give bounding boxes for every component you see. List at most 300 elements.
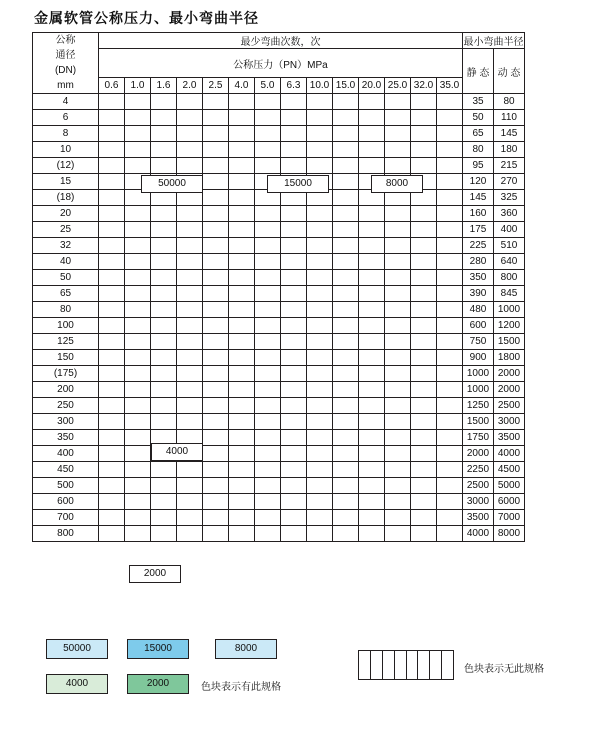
cell-pressure [229, 142, 255, 158]
overlay-label-50000: 50000 [141, 175, 203, 193]
cell-dn: 600 [33, 494, 99, 510]
header-pressure-col: 1.0 [125, 78, 151, 94]
page-title: 金属软管公称压力、最小弯曲半径 [34, 10, 259, 26]
cell-pressure [229, 110, 255, 126]
cell-dn: 20 [33, 206, 99, 222]
cell-pressure [307, 302, 333, 318]
cell-pressure [385, 238, 411, 254]
cell-dn: (175) [33, 366, 99, 382]
cell-pressure [255, 158, 281, 174]
cell-static-radius: 390 [463, 286, 494, 302]
header-pressure-col: 15.0 [333, 78, 359, 94]
cell-pressure [203, 126, 229, 142]
cell-pressure [333, 174, 359, 190]
cell-pressure [437, 174, 463, 190]
cell-dn: 200 [33, 382, 99, 398]
cell-pressure [255, 94, 281, 110]
cell-pressure [333, 238, 359, 254]
cell-dn: 800 [33, 526, 99, 542]
cell-pressure [255, 366, 281, 382]
cell-pressure [203, 286, 229, 302]
cell-pressure [333, 318, 359, 334]
legend-box-50000: 50000 [46, 639, 108, 659]
cell-pressure [359, 462, 385, 478]
cell-pressure [359, 94, 385, 110]
cell-pressure [177, 494, 203, 510]
cell-pressure [411, 254, 437, 270]
cell-pressure [307, 382, 333, 398]
cell-pressure [177, 350, 203, 366]
cell-static-radius: 65 [463, 126, 494, 142]
header-dn-line: 通径 [55, 50, 76, 61]
cell-pressure [229, 510, 255, 526]
header-pressure-col: 4.0 [229, 78, 255, 94]
cell-static-radius: 175 [463, 222, 494, 238]
cell-pressure [385, 414, 411, 430]
cell-pressure [203, 190, 229, 206]
header-min-radius: 最小弯曲半径 [463, 33, 525, 49]
cell-pressure [437, 158, 463, 174]
cell-pressure [411, 526, 437, 542]
cell-pressure [177, 302, 203, 318]
cell-pressure [385, 430, 411, 446]
cell-dynamic-radius: 1200 [494, 318, 525, 334]
cell-pressure [307, 206, 333, 222]
cell-dynamic-radius: 270 [494, 174, 525, 190]
cell-pressure [307, 430, 333, 446]
cell-dn: 8 [33, 126, 99, 142]
cell-pressure [385, 286, 411, 302]
cell-pressure [255, 286, 281, 302]
cell-pressure [385, 462, 411, 478]
cell-pressure [307, 222, 333, 238]
cell-pressure [229, 238, 255, 254]
header-pressure-col: 32.0 [411, 78, 437, 94]
table-row [33, 238, 525, 254]
cell-pressure [255, 446, 281, 462]
cell-pressure [99, 366, 125, 382]
cell-pressure [333, 334, 359, 350]
cell-pressure [177, 366, 203, 382]
cell-pressure [333, 430, 359, 446]
cell-pressure [229, 414, 255, 430]
cell-pressure [281, 430, 307, 446]
cell-pressure [411, 286, 437, 302]
overlay-label-4000: 4000 [151, 443, 203, 461]
cell-pressure [99, 526, 125, 542]
cell-pressure [385, 94, 411, 110]
cell-pressure [177, 334, 203, 350]
cell-pressure [151, 494, 177, 510]
cell-pressure [437, 414, 463, 430]
cell-pressure [125, 430, 151, 446]
cell-pressure [177, 158, 203, 174]
cell-pressure [255, 462, 281, 478]
cell-pressure [359, 494, 385, 510]
cell-pressure [229, 462, 255, 478]
legend-grid-cell [371, 651, 383, 679]
cell-pressure [203, 110, 229, 126]
cell-dn: (12) [33, 158, 99, 174]
cell-pressure [333, 110, 359, 126]
table-row [33, 334, 525, 350]
cell-pressure [99, 414, 125, 430]
cell-pressure [99, 494, 125, 510]
header-pressure-col: 20.0 [359, 78, 385, 94]
cell-dn: 25 [33, 222, 99, 238]
cell-pressure [281, 158, 307, 174]
cell-pressure [203, 206, 229, 222]
cell-pressure [411, 126, 437, 142]
cell-dynamic-radius: 215 [494, 158, 525, 174]
cell-pressure [281, 222, 307, 238]
cell-pressure [99, 510, 125, 526]
cell-pressure [229, 174, 255, 190]
cell-dynamic-radius: 4000 [494, 446, 525, 462]
cell-pressure [125, 510, 151, 526]
table-row [33, 462, 525, 478]
cell-pressure [229, 382, 255, 398]
cell-pressure [437, 126, 463, 142]
header-pressure-col: 6.3 [281, 78, 307, 94]
overlay-label-8000: 8000 [371, 175, 423, 193]
cell-pressure [229, 430, 255, 446]
cell-dn: 150 [33, 350, 99, 366]
cell-pressure [203, 94, 229, 110]
cell-pressure [255, 222, 281, 238]
cell-pressure [359, 350, 385, 366]
cell-pressure [177, 94, 203, 110]
cell-pressure [255, 110, 281, 126]
cell-pressure [125, 318, 151, 334]
cell-pressure [281, 462, 307, 478]
cell-pressure [99, 254, 125, 270]
cell-pressure [411, 158, 437, 174]
cell-pressure [359, 334, 385, 350]
cell-dynamic-radius: 400 [494, 222, 525, 238]
cell-pressure [177, 510, 203, 526]
cell-pressure [99, 302, 125, 318]
cell-pressure [177, 254, 203, 270]
cell-pressure [125, 238, 151, 254]
cell-pressure [359, 414, 385, 430]
cell-pressure [411, 334, 437, 350]
cell-pressure [99, 158, 125, 174]
cell-dynamic-radius: 325 [494, 190, 525, 206]
cell-pressure [151, 94, 177, 110]
cell-dn: 100 [33, 318, 99, 334]
cell-pressure [359, 510, 385, 526]
cell-pressure [177, 126, 203, 142]
table-row [33, 382, 525, 398]
cell-dn: 450 [33, 462, 99, 478]
table-header-row [33, 33, 525, 49]
cell-dn: 40 [33, 254, 99, 270]
cell-pressure [385, 478, 411, 494]
table-row [33, 94, 525, 110]
cell-pressure [125, 382, 151, 398]
cell-pressure [359, 142, 385, 158]
cell-pressure [99, 430, 125, 446]
legend-grid-cell [430, 651, 442, 679]
cell-pressure [359, 270, 385, 286]
cell-pressure [385, 494, 411, 510]
cell-dynamic-radius: 110 [494, 110, 525, 126]
table-row [33, 206, 525, 222]
cell-pressure [125, 270, 151, 286]
legend-note-color: 色块表示有此规格 [201, 682, 281, 693]
cell-pressure [437, 478, 463, 494]
cell-pressure [177, 142, 203, 158]
header-pressure-col: 10.0 [307, 78, 333, 94]
table-row [33, 142, 525, 158]
cell-pressure [125, 446, 151, 462]
cell-static-radius: 2250 [463, 462, 494, 478]
cell-pressure [307, 414, 333, 430]
cell-pressure [229, 222, 255, 238]
cell-pressure [151, 382, 177, 398]
cell-pressure [437, 206, 463, 222]
cell-dn: 10 [33, 142, 99, 158]
cell-pressure [333, 350, 359, 366]
cell-pressure [99, 222, 125, 238]
legend-grid-swatch [358, 650, 454, 680]
cell-pressure [151, 270, 177, 286]
cell-pressure [151, 526, 177, 542]
cell-pressure [437, 334, 463, 350]
cell-pressure [411, 142, 437, 158]
cell-dynamic-radius: 2000 [494, 366, 525, 382]
cell-pressure [333, 190, 359, 206]
cell-static-radius: 35 [463, 94, 494, 110]
cell-dn: 6 [33, 110, 99, 126]
cell-pressure [281, 366, 307, 382]
cell-pressure [437, 510, 463, 526]
cell-pressure [281, 494, 307, 510]
table-header-row [33, 78, 525, 94]
cell-pressure [281, 238, 307, 254]
cell-pressure [99, 190, 125, 206]
cell-pressure [333, 142, 359, 158]
header-pressure-col: 25.0 [385, 78, 411, 94]
table-row [33, 430, 525, 446]
table-row [33, 478, 525, 494]
cell-pressure [203, 238, 229, 254]
cell-pressure [99, 398, 125, 414]
cell-pressure [385, 526, 411, 542]
cell-pressure [203, 142, 229, 158]
cell-pressure [411, 494, 437, 510]
table-row [33, 302, 525, 318]
cell-pressure [307, 270, 333, 286]
legend-box-15000: 15000 [127, 639, 189, 659]
cell-pressure [99, 126, 125, 142]
cell-pressure [255, 318, 281, 334]
cell-pressure [203, 350, 229, 366]
cell-pressure [125, 126, 151, 142]
legend-box-8000: 8000 [215, 639, 277, 659]
cell-pressure [255, 382, 281, 398]
cell-pressure [203, 158, 229, 174]
cell-pressure [177, 382, 203, 398]
cell-pressure [359, 238, 385, 254]
cell-dynamic-radius: 145 [494, 126, 525, 142]
legend-grid-cell [442, 651, 453, 679]
cell-pressure [203, 430, 229, 446]
header-static: 静 态 [463, 49, 494, 94]
cell-pressure [281, 142, 307, 158]
cell-pressure [99, 462, 125, 478]
table-row [33, 158, 525, 174]
cell-pressure [229, 286, 255, 302]
cell-pressure [229, 366, 255, 382]
cell-pressure [333, 126, 359, 142]
table-row [33, 350, 525, 366]
cell-pressure [281, 414, 307, 430]
cell-pressure [411, 350, 437, 366]
cell-pressure [307, 238, 333, 254]
cell-pressure [125, 302, 151, 318]
cell-pressure [281, 526, 307, 542]
table-row [33, 494, 525, 510]
cell-dynamic-radius: 3000 [494, 414, 525, 430]
cell-pressure [151, 350, 177, 366]
cell-pressure [151, 158, 177, 174]
cell-pressure [255, 510, 281, 526]
cell-pressure [333, 158, 359, 174]
cell-pressure [359, 382, 385, 398]
legend-box-4000: 4000 [46, 674, 108, 694]
header-dynamic: 动 态 [494, 49, 525, 94]
cell-pressure [125, 254, 151, 270]
table-row [33, 270, 525, 286]
cell-dn: 4 [33, 94, 99, 110]
cell-pressure [177, 462, 203, 478]
cell-pressure [255, 334, 281, 350]
cell-pressure [307, 142, 333, 158]
legend-grid-cell [359, 651, 371, 679]
cell-pressure [385, 142, 411, 158]
cell-static-radius: 1500 [463, 414, 494, 430]
header-pressure-col: 2.5 [203, 78, 229, 94]
cell-pressure [203, 510, 229, 526]
cell-dynamic-radius: 1500 [494, 334, 525, 350]
cell-static-radius: 95 [463, 158, 494, 174]
cell-pressure [151, 222, 177, 238]
cell-pressure [125, 414, 151, 430]
cell-pressure [255, 126, 281, 142]
cell-pressure [359, 366, 385, 382]
cell-pressure [255, 302, 281, 318]
cell-pressure [333, 302, 359, 318]
cell-pressure [99, 334, 125, 350]
cell-pressure [437, 302, 463, 318]
cell-pressure [255, 398, 281, 414]
cell-pressure [359, 158, 385, 174]
cell-pressure [203, 462, 229, 478]
cell-pressure [125, 526, 151, 542]
header-dn-line: mm [57, 80, 74, 91]
cell-pressure [281, 286, 307, 302]
cell-dn: 250 [33, 398, 99, 414]
cell-pressure [411, 382, 437, 398]
table-row [33, 254, 525, 270]
cell-pressure [255, 414, 281, 430]
cell-dn: 125 [33, 334, 99, 350]
cell-pressure [437, 110, 463, 126]
cell-pressure [255, 238, 281, 254]
cell-pressure [203, 222, 229, 238]
cell-pressure [229, 206, 255, 222]
cell-pressure [203, 302, 229, 318]
cell-pressure [99, 238, 125, 254]
cell-pressure [281, 318, 307, 334]
table-row [33, 398, 525, 414]
cell-pressure [177, 238, 203, 254]
cell-pressure [151, 510, 177, 526]
cell-dn: 65 [33, 286, 99, 302]
cell-pressure [177, 414, 203, 430]
cell-pressure [99, 142, 125, 158]
cell-static-radius: 350 [463, 270, 494, 286]
cell-pressure [411, 462, 437, 478]
cell-pressure [359, 478, 385, 494]
cell-pressure [151, 334, 177, 350]
cell-pressure [151, 478, 177, 494]
header-pressure-col: 1.6 [151, 78, 177, 94]
cell-pressure [281, 206, 307, 222]
cell-pressure [125, 222, 151, 238]
cell-pressure [437, 286, 463, 302]
header-pressure-col: 0.6 [99, 78, 125, 94]
cell-pressure [229, 478, 255, 494]
cell-pressure [385, 382, 411, 398]
cell-pressure [125, 142, 151, 158]
cell-static-radius: 750 [463, 334, 494, 350]
cell-pressure [203, 174, 229, 190]
cell-dn: (18) [33, 190, 99, 206]
cell-pressure [281, 110, 307, 126]
cell-dynamic-radius: 845 [494, 286, 525, 302]
cell-pressure [229, 494, 255, 510]
cell-dynamic-radius: 360 [494, 206, 525, 222]
cell-pressure [203, 334, 229, 350]
cell-static-radius: 3500 [463, 510, 494, 526]
cell-pressure [385, 334, 411, 350]
cell-pressure [437, 190, 463, 206]
cell-pressure [359, 318, 385, 334]
cell-pressure [333, 398, 359, 414]
cell-pressure [411, 222, 437, 238]
cell-pressure [125, 110, 151, 126]
cell-pressure [307, 478, 333, 494]
cell-pressure [229, 158, 255, 174]
cell-pressure [333, 382, 359, 398]
cell-static-radius: 120 [463, 174, 494, 190]
cell-pressure [229, 398, 255, 414]
header-pressure: 公称压力（PN）MPa [99, 49, 463, 78]
cell-pressure [99, 478, 125, 494]
cell-pressure [255, 142, 281, 158]
cell-pressure [125, 334, 151, 350]
cell-pressure [203, 526, 229, 542]
cell-dynamic-radius: 1800 [494, 350, 525, 366]
cell-pressure [359, 430, 385, 446]
cell-pressure [333, 462, 359, 478]
cell-pressure [307, 286, 333, 302]
cell-pressure [125, 398, 151, 414]
cell-pressure [333, 254, 359, 270]
